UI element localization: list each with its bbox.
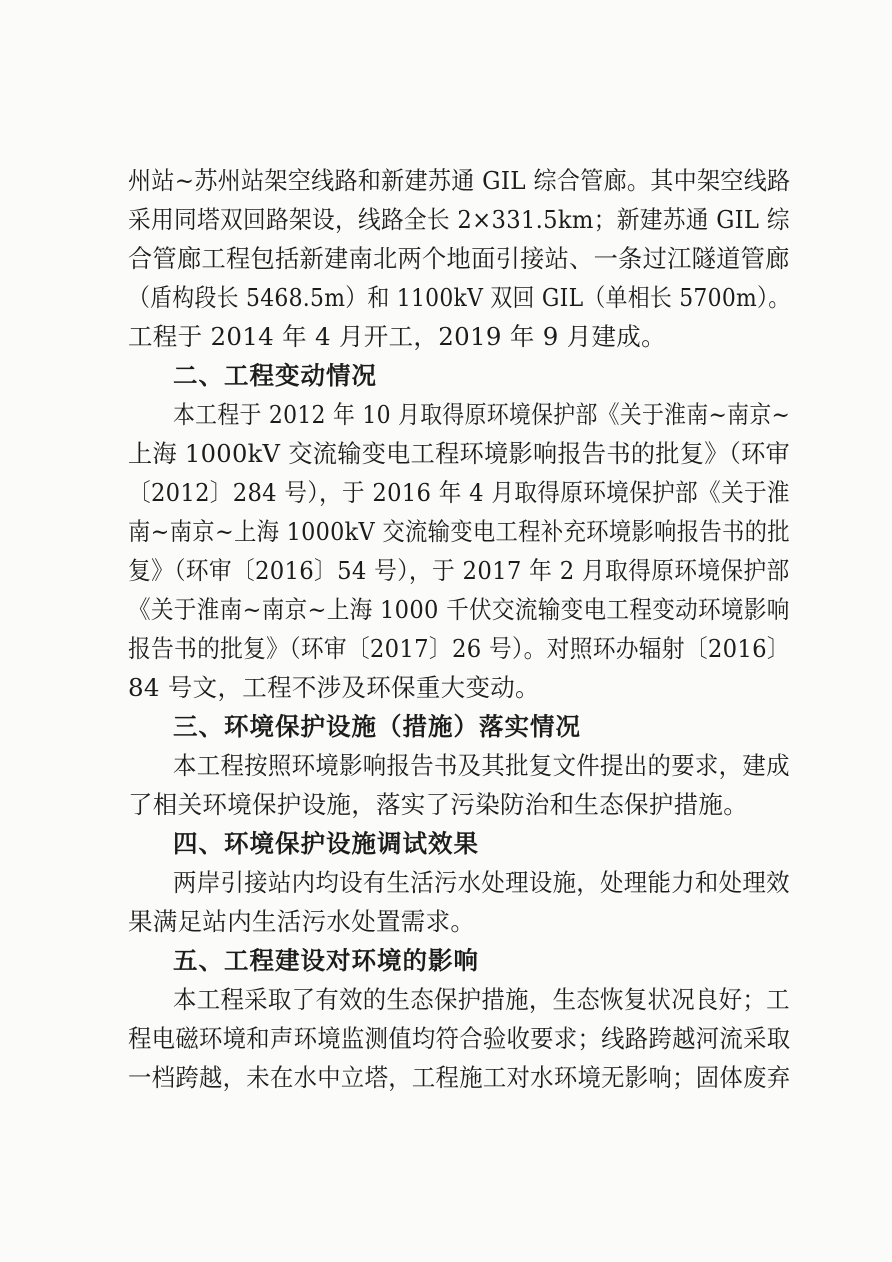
- body-text-line: 本工程采取了有效的生态保护措施，生态恢复状况良好；工: [173, 985, 790, 1014]
- body-text-line: 南~南京~上海 1000kV 交流输变电工程补充环境影响报告书的批: [128, 517, 790, 546]
- body-text-line: 84 号文，工程不涉及环保重大变动。: [128, 673, 540, 702]
- body-text-line: 本工程于 2012 年 10 月取得原环境保护部《关于淮南~南京~: [173, 400, 791, 429]
- body-text-line: 合管廊工程包括新建南北两个地面引接站、一条过江隧道管廊: [128, 244, 790, 273]
- body-text-line: 两岸引接站内均设有生活污水处理设施，处理能力和处理效: [173, 868, 790, 897]
- body-text-line: 工程于 2014 年 4 月开工，2019 年 9 月建成。: [128, 322, 666, 351]
- body-text-line: 果满足站内生活污水处置需求。: [128, 907, 476, 936]
- body-text-line: 上海 1000kV 交流输变电工程环境影响报告书的批复》（环审: [128, 439, 791, 468]
- body-text-line: 程电磁环境和声环境监测值均符合验收要求；线路跨越河流采取: [128, 1024, 791, 1053]
- body-text-line: 一档跨越，未在水中立塔，工程施工对水环境无影响；固体废弃: [128, 1063, 791, 1092]
- body-text-line: 了相关环境保护设施，落实了污染防治和生态保护措施。: [128, 790, 748, 819]
- section-heading-changes: 二、工程变动情况: [173, 361, 377, 390]
- section-heading-impact: 五、工程建设对环境的影响: [173, 946, 479, 975]
- body-text-line: 〔2012〕284 号），于 2016 年 4 月取得原环境保护部《关于淮: [128, 478, 790, 507]
- body-text-line: 《关于淮南~南京~上海 1000 千伏交流输变电工程变动环境影响: [128, 595, 790, 624]
- section-heading-debugging: 四、环境保护设施调试效果: [173, 829, 479, 858]
- body-text-line: 采用同塔双回路架设，线路全长 2×331.5km；新建苏通 GIL 综: [128, 205, 790, 234]
- body-text-line: 报告书的批复》（环审〔2017〕26 号）。对照环办辐射〔2016〕: [128, 634, 790, 663]
- body-text-line: 本工程按照环境影响报告书及其批复文件提出的要求，建成: [173, 751, 790, 780]
- body-text-line: 复》（环审〔2016〕54 号），于 2017 年 2 月取得原环境保护部: [128, 556, 790, 585]
- body-text-line: 州站~苏州站架空线路和新建苏通 GIL 综合管廊。其中架空线路: [128, 166, 791, 195]
- body-text-line: （盾构段长 5468.5m）和 1100kV 双回 GIL（单相长 5700m）。: [128, 283, 791, 312]
- section-heading-measures: 三、环境保护设施（措施）落实情况: [173, 712, 581, 741]
